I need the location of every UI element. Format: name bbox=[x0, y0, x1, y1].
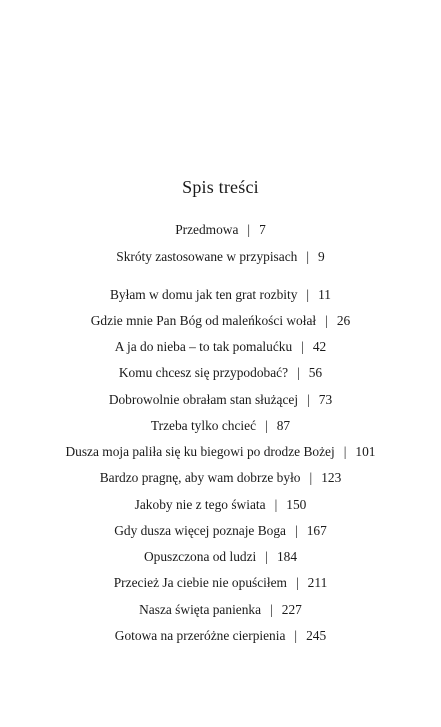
toc-entry-page: 211 bbox=[307, 575, 328, 590]
toc-separator: | bbox=[294, 628, 298, 643]
toc-entry-title: Dobrowolnie obrałam stan służącej bbox=[108, 392, 299, 407]
toc-entry bbox=[0, 444, 441, 460]
toc-entry-page: 56 bbox=[308, 365, 323, 380]
toc-entry bbox=[0, 602, 441, 618]
toc-entry bbox=[0, 313, 441, 329]
toc-entry-title: Skróty zastosowane w przypisach bbox=[116, 249, 298, 264]
toc-entry bbox=[0, 497, 441, 513]
toc-separator: | bbox=[309, 470, 313, 485]
toc-separator: | bbox=[265, 549, 268, 564]
toc-separator: | bbox=[265, 418, 268, 433]
toc-separator: | bbox=[295, 523, 298, 538]
toc-entry-page: 150 bbox=[286, 497, 307, 512]
toc-entry-title: Gotowa na przeróżne cierpienia bbox=[114, 628, 286, 643]
toc-separator: | bbox=[295, 575, 299, 590]
toc-separator: | bbox=[247, 222, 251, 237]
toc-entry-page: 184 bbox=[276, 549, 298, 564]
toc-entry-page: 7 bbox=[259, 222, 266, 237]
toc-separator: | bbox=[343, 444, 347, 459]
toc-entry-page: 42 bbox=[312, 339, 327, 354]
toc-separator: | bbox=[306, 287, 310, 302]
toc-entry-title: A ja do nieba – to tak pomalućku bbox=[114, 339, 293, 354]
toc-entry-page: 167 bbox=[306, 523, 327, 538]
toc-entry bbox=[0, 549, 441, 565]
toc-entry-page: 123 bbox=[321, 470, 342, 485]
toc-entry-page: 227 bbox=[281, 602, 302, 617]
toc-separator: | bbox=[270, 602, 273, 617]
toc-entry bbox=[0, 339, 441, 355]
toc-entry-page: 9 bbox=[318, 249, 325, 264]
toc-entry-title: Jakoby nie z tego świata bbox=[134, 497, 266, 512]
toc-entry bbox=[0, 222, 441, 238]
toc-entry-title: Komu chcesz się przypodobać? bbox=[118, 365, 289, 380]
toc-separator: | bbox=[297, 365, 300, 380]
toc-separator: | bbox=[306, 249, 310, 264]
toc-entry-title: Trzeba tylko chcieć bbox=[150, 418, 257, 433]
toc-entry-title: Byłam w domu jak ten grat rozbity bbox=[109, 287, 298, 302]
toc-entry-title: Bardzo pragnę, aby wam dobrze było bbox=[99, 470, 301, 485]
toc-entry-page: 101 bbox=[355, 444, 376, 459]
toc-separator: | bbox=[274, 497, 278, 512]
toc-entry bbox=[0, 470, 441, 486]
toc-entry bbox=[0, 392, 441, 408]
toc-entry bbox=[0, 287, 441, 303]
toc-entry-title: Przedmowa bbox=[175, 222, 239, 237]
toc-entry-page: 245 bbox=[306, 628, 327, 643]
toc-entry-title: Przecież Ja ciebie nie opuściłem bbox=[113, 575, 287, 590]
toc-entry bbox=[0, 249, 441, 265]
toc-entry-title: Gdy dusza więcej poznaje Boga bbox=[114, 523, 286, 538]
toc-entry-page: 11 bbox=[318, 287, 332, 302]
toc-entry-title: Opuszczona od ludzi bbox=[143, 549, 257, 564]
toc-entry bbox=[0, 365, 441, 381]
toc-heading: Spis treści bbox=[182, 177, 259, 197]
toc-separator: | bbox=[301, 339, 304, 354]
toc-entry-title: Gdzie mnie Pan Bóg od maleńkości wołał bbox=[90, 313, 317, 328]
toc-entry bbox=[0, 523, 441, 539]
toc-separator: | bbox=[307, 392, 310, 407]
toc-separator: | bbox=[325, 313, 328, 328]
toc-entry bbox=[0, 575, 441, 591]
toc-entry-page: 26 bbox=[336, 313, 351, 328]
toc-entry bbox=[0, 418, 441, 434]
toc-entry-page: 73 bbox=[318, 392, 333, 407]
toc-entry bbox=[0, 628, 441, 644]
toc-entry-title: Nasza święta panienka bbox=[139, 602, 262, 617]
toc-entry-page: 87 bbox=[276, 418, 291, 433]
toc-entry-title: Dusza moja paliła się ku biegowi po drodze Bożej bbox=[65, 444, 335, 459]
